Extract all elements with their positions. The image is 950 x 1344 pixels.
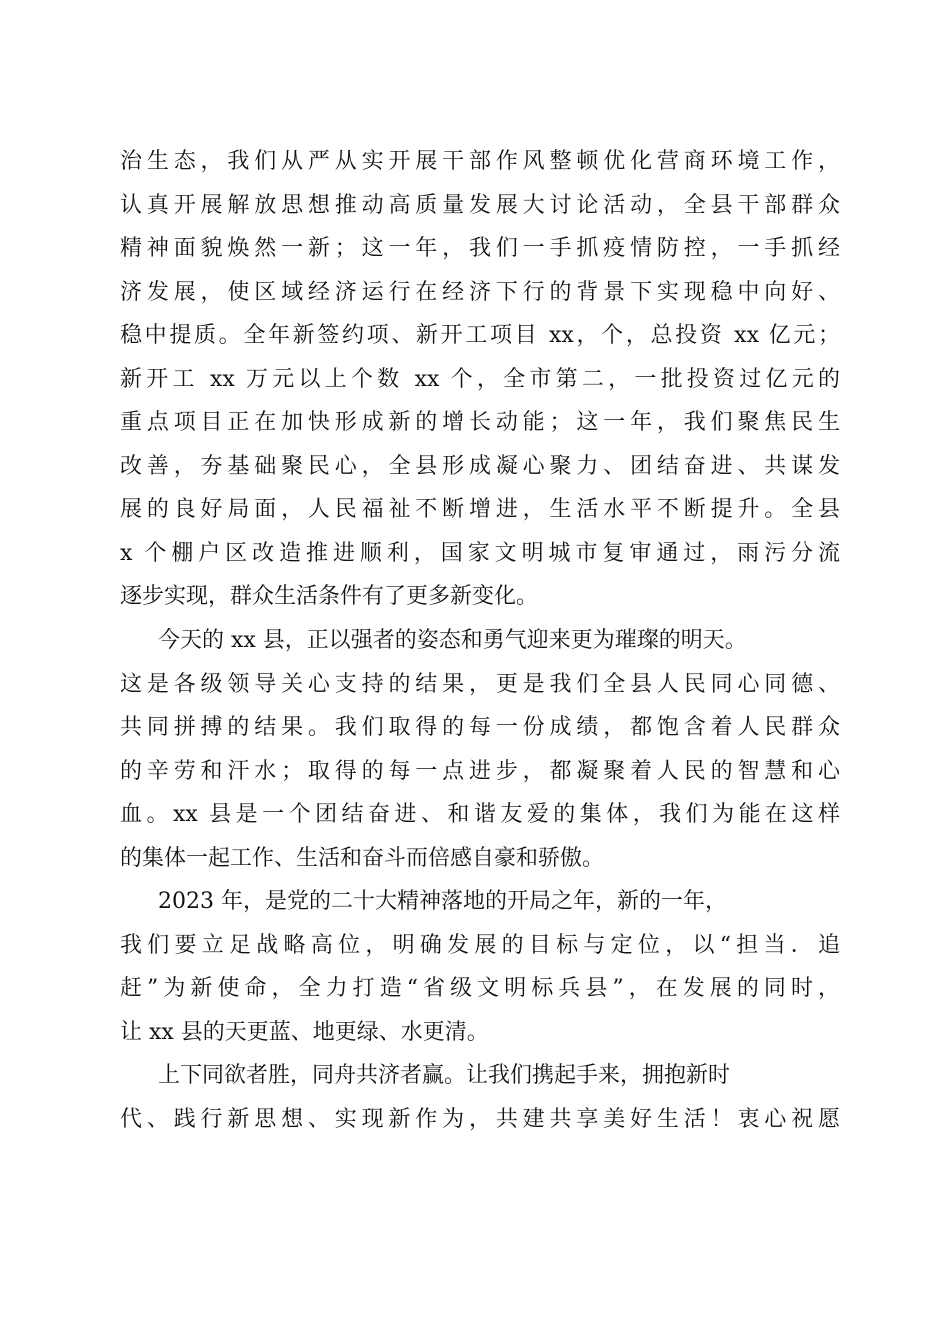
body-text (120, 140, 840, 1142)
text-line: 展的良好局面，人民福祉不断增进，生活水平不断提升。全县 (120, 497, 840, 523)
text-line: 血。xx 县是一个团结奋进、和谐友爱的集体，我们为能在这样 (120, 802, 840, 828)
text-line: 代、践行新思想、实现新作为，共建共享美好生活！衷心祝愿 (120, 1107, 840, 1133)
text-line: 共同拼搏的结果。我们取得的每一份成绩，都饱含着人民群众 (120, 715, 840, 741)
paragraph-first-line: 上下同欲者胜，同舟共济者赢。让我们携起手来，拥抱新时 (158, 1063, 731, 1089)
text-line: 稳中提质。全年新签约项、新开工项目 xx，个，总投资 xx 亿元； (120, 323, 840, 349)
text-line: 认真开展解放思想推动高质量发展大讨论活动，全县干部群众 (120, 192, 840, 218)
text-line: 我们要立足战略高位，明确发展的目标与定位，以“担当．追 (120, 932, 840, 958)
text-line: 这是各级领导关心支持的结果，更是我们全县人民同心同德、 (120, 671, 840, 697)
text-line: 重点项目正在加快形成新的增长动能；这一年，我们聚焦民生 (120, 410, 840, 436)
paragraph-first-line: 2023 年，是党的二十大精神落地的开局之年，新的一年， (158, 889, 727, 915)
text-line: 治生态，我们从严从实开展干部作风整顿优化营商环境工作， (120, 149, 840, 174)
text-line: 逐步实现，群众生活条件有了更多新变化。 (120, 584, 539, 610)
text-line: 让 xx 县的天更蓝、地更绿、水更清。 (120, 1019, 489, 1045)
text-line: 新开工 xx 万元以上个数 xx 个，全市第二，一批投资过亿元的 (120, 366, 840, 392)
text-line: x 个棚户区改造推进顺利，国家文明城市复审通过，雨污分流 (120, 540, 840, 566)
text-line: 改善，夯基础聚民心，全县形成凝心聚力、团结奋进、共谋发 (120, 453, 840, 479)
text-line: 赶”为新使命，全力打造“省级文明标兵县”，在发展的同时， (120, 976, 840, 1002)
text-line: 的集体一起工作、生活和奋斗而倍感自豪和骄傲。 (120, 845, 605, 871)
paragraph-first-line: 今天的 xx 县，正以强者的姿态和勇气迎来更为璀璨的明天。 (158, 628, 747, 654)
text-line: 精神面貌焕然一新；这一年，我们一手抓疫情防控，一手抓经 (120, 236, 840, 262)
text-line: 的辛劳和汗水；取得的每一点进步，都凝聚着人民的智慧和心 (120, 758, 840, 784)
text-line: 济发展，使区域经济运行在经济下行的背景下实现稳中向好、 (120, 279, 840, 305)
